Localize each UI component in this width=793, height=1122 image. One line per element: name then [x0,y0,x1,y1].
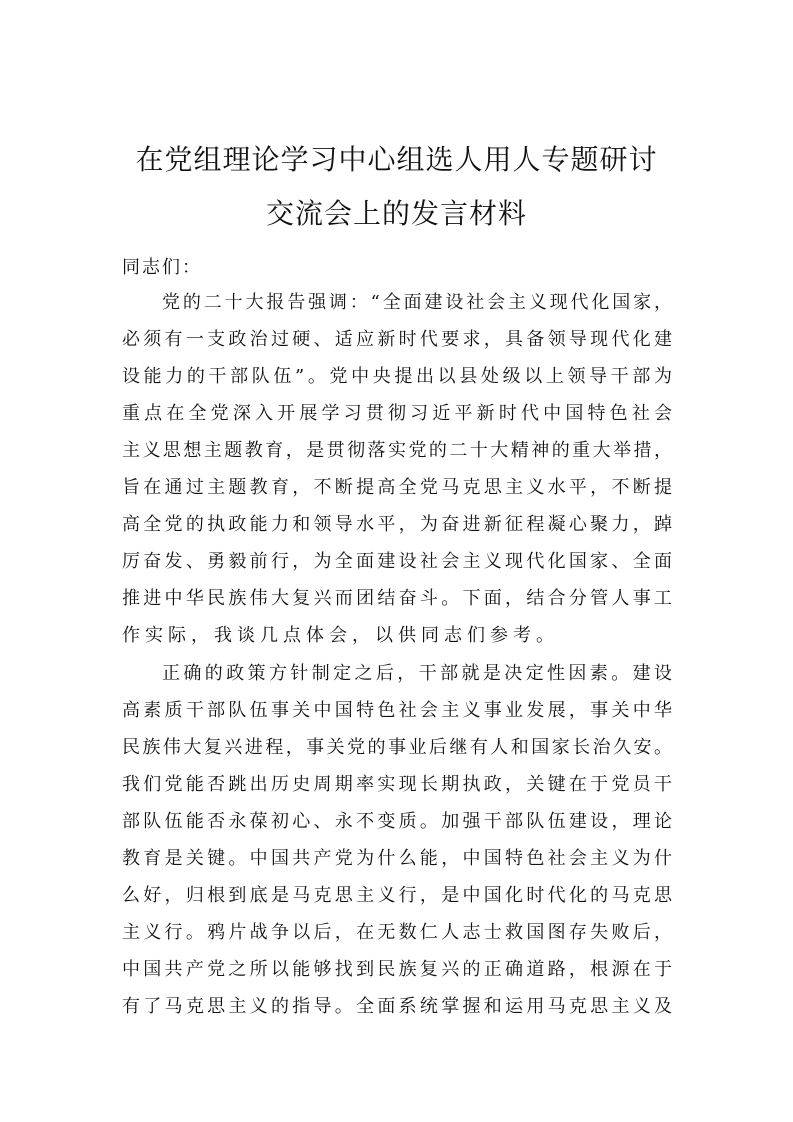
document-title-line-1: 在党组理论学习中心组选人用人专题研讨 [135,143,658,176]
text-line: 有了马克思主义的指导。全面系统掌握和运用马克思主义及 [122,996,672,1017]
text-line: 民族伟大复兴进程，事关党的事业后继有人和国家长治久安。 [122,737,672,758]
text-line: 必须有一支政治过硬、适应新时代要求，具备领导现代化建 [122,329,672,350]
text-line: 主义行。鸦片战争以后，在无数仁人志士救国图存失败后， [122,922,672,943]
text-line: 高素质干部队伍事关中国特色社会主义事业发展，事关中华 [122,700,672,721]
text-line: 重点在全党深入开展学习贯彻习近平新时代中国特色社会 [122,403,672,424]
text-line: 么好，归根到底是马克思主义行，是中国化时代化的马克思 [122,885,672,906]
text-line: 推进中华民族伟大复兴而团结奋斗。下面，结合分管人事工 [122,588,672,609]
text-line: 旨在通过主题教育，不断提高全党马克思主义水平，不断提 [122,477,672,498]
salutation: 同志们： [122,257,202,278]
text-line: 设能力的干部队伍”。党中央提出以县处级以上领导干部为 [122,366,672,387]
text-line: 厉奋发、勇毅前行，为全面建设社会主义现代化国家、全面 [122,551,672,572]
text-line: 中国共产党之所以能够找到民族复兴的正确道路，根源在于 [122,959,672,980]
paragraph-1 [122,284,672,654]
text-line: 高全党的执政能力和领导水平，为奋进新征程凝心聚力，踔 [122,514,672,535]
paragraph-2 [122,655,672,1025]
text-line: 教育是关键。中国共产党为什么能，中国特色社会主义为什 [122,848,672,869]
text-line: 主义思想主题教育，是贯彻落实党的二十大精神的重大举措， [122,440,672,461]
text-line: 正确的政策方针制定之后，干部就是决定性因素。建设 [162,663,672,684]
text-line: 我们党能否跳出历史周期率实现长期执政，关键在于党员干 [122,774,672,795]
text-line: 部队伍能否永葆初心、永不变质。加强干部队伍建设，理论 [122,811,672,832]
text-line: 党的二十大报告强调：“全面建设社会主义现代化国家， [162,292,672,313]
document-title-line-2: 交流会上的发言材料 [265,197,527,230]
text-line: 作实际，我谈几点体会，以供同志们参考。 [122,625,559,646]
